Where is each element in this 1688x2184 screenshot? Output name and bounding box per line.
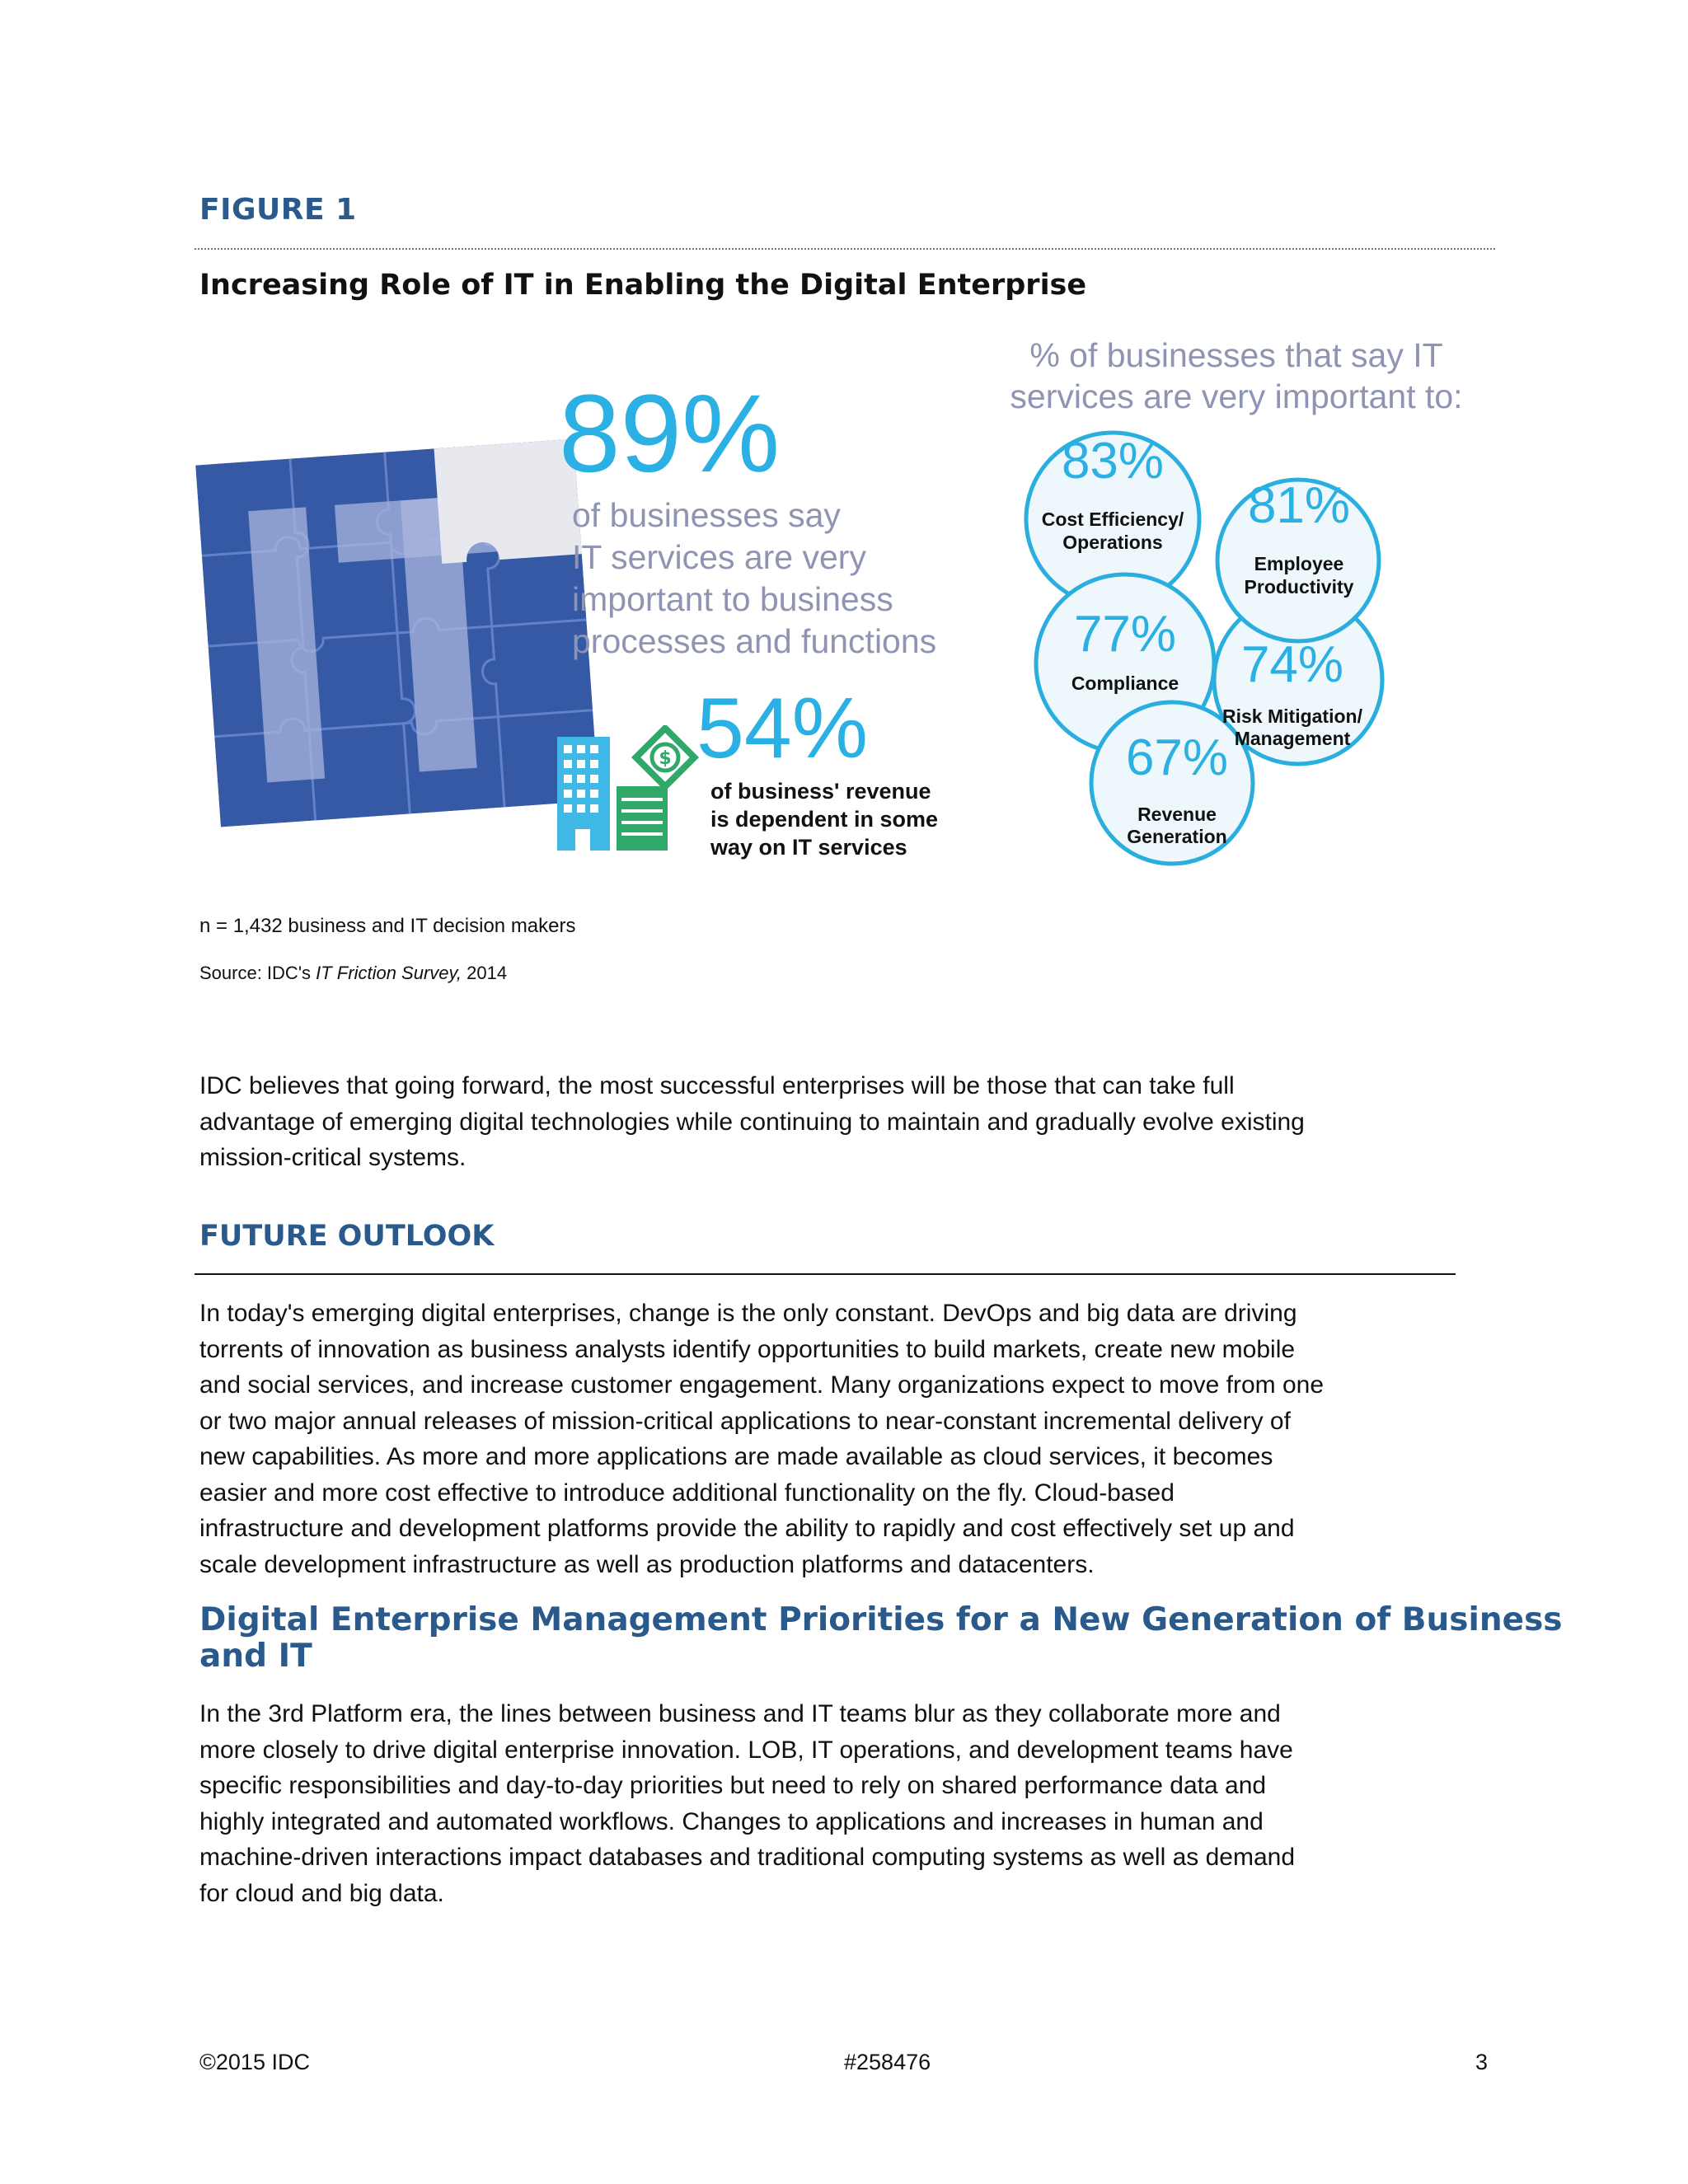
paragraph-line: torrents of innovation as business analysts identify opportunities to build markets, create new mobile [199,1335,1296,1363]
stat-89-line: processes and functions [572,622,937,660]
sample-size-note: n = 1,432 business and IT decision makers [199,915,576,937]
section-divider [195,1273,1456,1275]
bubble-pct: 74% [1240,636,1344,693]
paragraph-line: scale development infrastructure as well as production platforms and datacenters. [199,1550,1095,1578]
bubble-label: Cost Efficiency/ [1041,509,1184,530]
bubble-pct: 77% [1073,606,1177,663]
svg-text:$: $ [659,748,672,769]
paragraph-line: In today's emerging digital enterprises, change is the only constant. DevOps and big data are driving [199,1300,1297,1327]
bubbles-heading [989,335,1484,417]
section-paragraph [199,1296,1485,1582]
bubble-label: Productivity [1244,576,1354,598]
paragraph-line: or two major annual releases of mission-critical applications to near-constant incremental delivery of [199,1407,1291,1435]
paragraph-line: more closely to drive digital enterprise innovation. LOB, IT operations, and development teams have [199,1736,1293,1764]
building-money-icon [554,725,710,851]
stat-54-caption [710,777,938,861]
section-heading: FUTURE OUTLOOK [199,1220,495,1253]
subsection-heading-line: and IT [199,1638,312,1675]
paragraph-line: IDC believes that going forward, the most successful enterprises will be those that can take full [199,1072,1235,1099]
bubble-label: Management [1234,728,1351,749]
intro-paragraph [199,1068,1485,1176]
paragraph-line: for cloud and big data. [199,1879,444,1907]
subsection-heading-line: Digital Enterprise Management Priorities for a New Generation of Business [199,1601,1563,1638]
paragraph-line: infrastructure and development platforms provide the ability to rapidly and cost effectively set up and [199,1515,1295,1542]
bubble-label: Employee [1254,553,1344,574]
paragraph-line: In the 3rd Platform era, the lines between business and IT teams blur as they collaborate more and [199,1700,1281,1727]
bubble-label: Generation [1127,826,1227,847]
bubble-pct: 83% [1061,433,1165,490]
bubbles-heading-line: services are very important to: [1010,377,1463,415]
paragraph-line: easier and more cost effective to introduce additional functionality on the fly. Cloud-based [199,1479,1175,1507]
paragraph-line: highly integrated and automated workflows. Changes to applications and increases in human and [199,1807,1264,1835]
subsection-paragraph [199,1696,1485,1911]
footer-doc-number: #258476 [844,2050,931,2074]
stat-89-line: of businesses say [572,496,841,534]
figure-source [199,963,507,984]
bubbles-heading-line: % of businesses that say IT [1029,336,1443,374]
source-year: 2014 [462,963,508,983]
it-puzzle-image [195,438,599,827]
paragraph-line: machine-driven interactions impact databases and traditional computing systems as well as demand [199,1844,1296,1871]
paragraph-line: new capabilities. As more and more applications are made available as cloud services, it becomes [199,1443,1273,1470]
stat-54-value: 54% [696,681,869,776]
paragraph-line: advantage of emerging digital technologies while continuing to maintain and gradually evolve existing [199,1108,1305,1136]
stat-89-value: 89% [559,373,781,495]
stat-89-line: IT services are very [572,538,866,576]
bubble-label: Revenue [1137,804,1217,825]
stat-89-line: important to business [572,580,893,618]
figure-label: FIGURE 1 [199,193,357,227]
subsection-heading [199,1602,1563,1675]
bubble-pct: 67% [1125,729,1229,786]
paragraph-line: mission-critical systems. [199,1144,467,1171]
stat-54-line: is dependent in some [710,807,939,832]
paragraph-line: specific responsibilities and day-to-day priorities but need to rely on shared performance data and [199,1772,1267,1799]
figure-divider [195,248,1495,250]
source-title: IT Friction Survey, [316,963,462,983]
footer-copyright: ©2015 IDC [199,2050,310,2074]
bubble-label: Operations [1062,532,1163,553]
source-prefix: Source: IDC's [199,963,316,983]
stat-54-line: way on IT services [710,835,907,860]
importance-bubbles [997,429,1409,874]
bubble-label: Compliance [1071,673,1179,694]
footer-page-number: 3 [1475,2050,1489,2074]
paragraph-line: and social services, and increase customer engagement. Many organizations expect to move from one [199,1371,1325,1399]
stat-54-line: of business' revenue [710,779,931,804]
bubble-label: Risk Mitigation/ [1222,705,1362,727]
figure-title: Increasing Role of IT in Enabling the Digital Enterprise [199,269,1087,302]
stat-89-caption [572,494,936,663]
bubble-pct: 81% [1247,477,1351,534]
